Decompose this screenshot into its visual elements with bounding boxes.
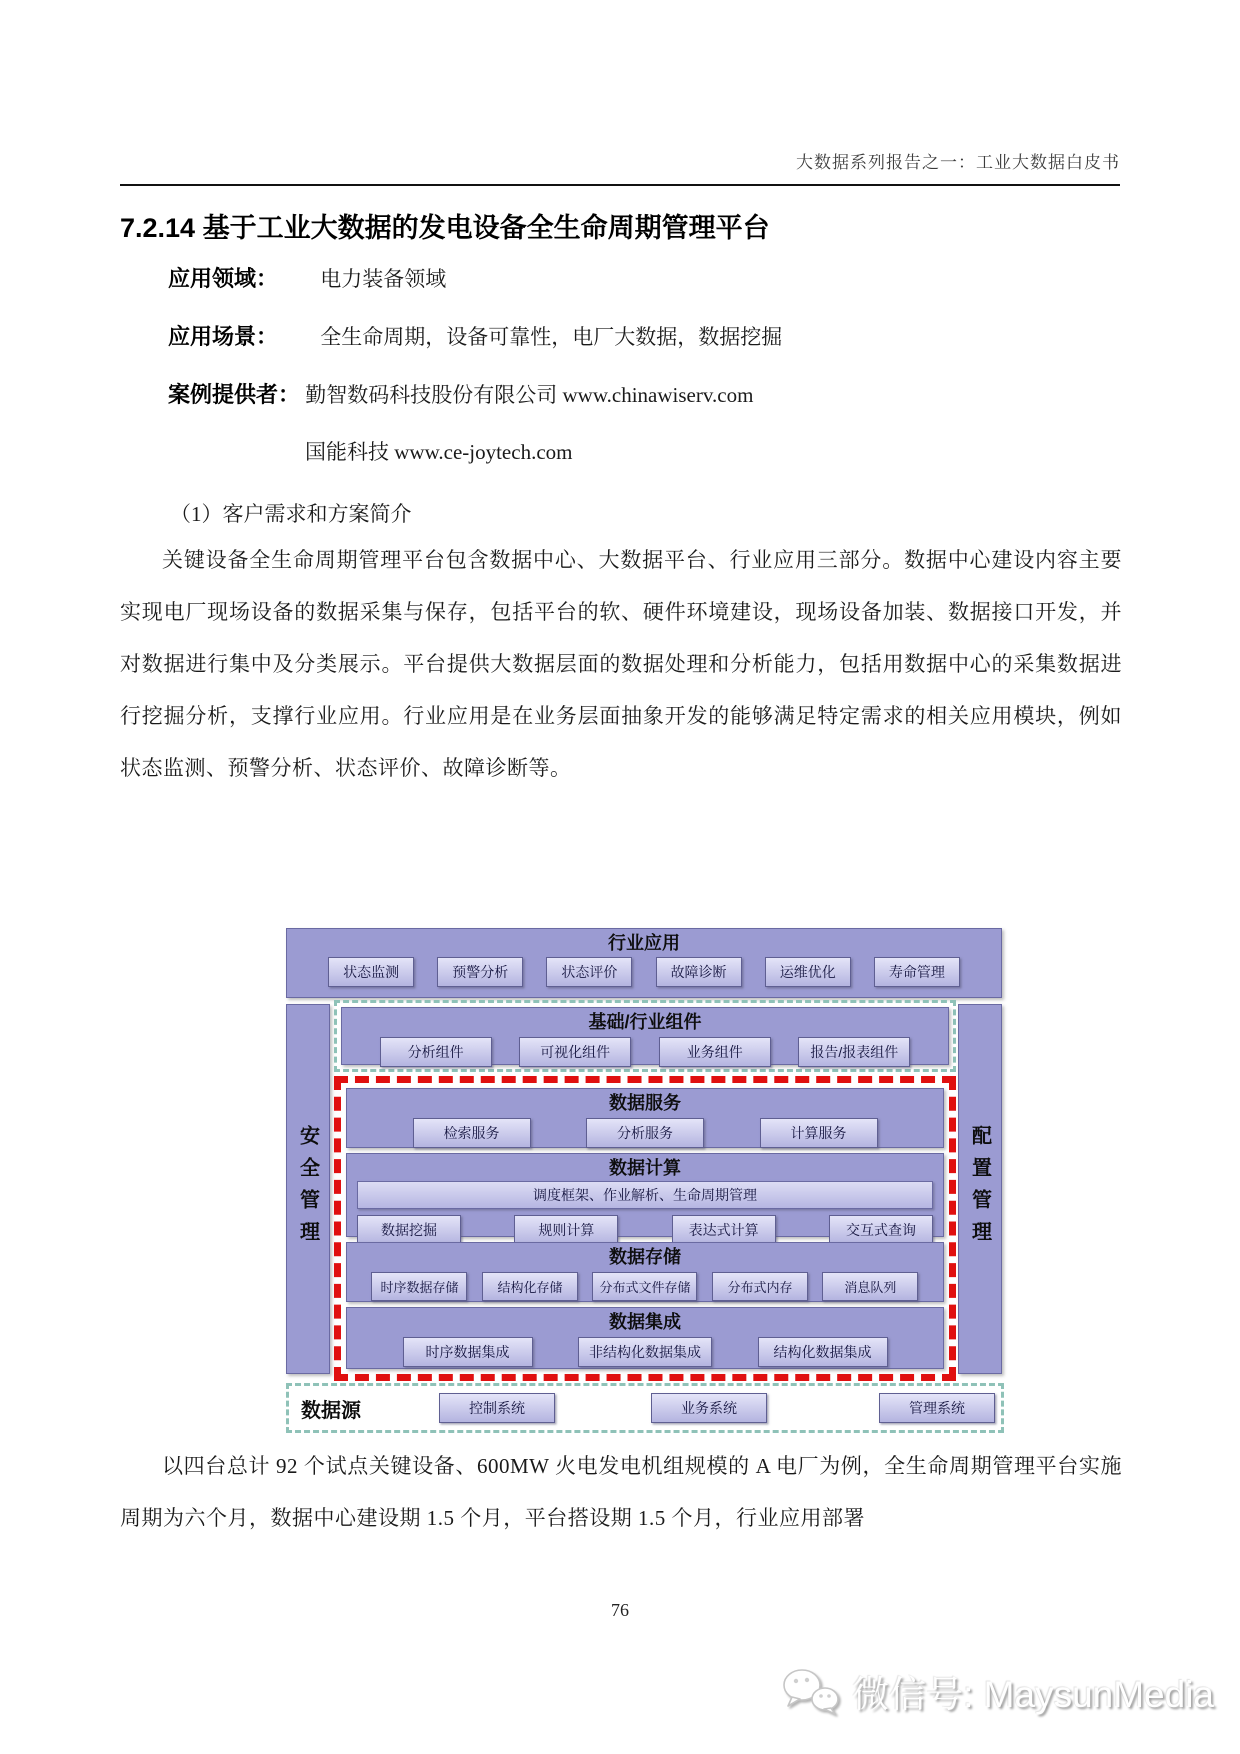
diagram-item-ops-optimization: 运维优化 <box>765 957 851 987</box>
security-management-strip <box>286 1004 330 1374</box>
data-storage-layer <box>346 1242 944 1302</box>
layer-title: 数据存储 <box>609 1247 681 1267</box>
data-integration-layer <box>346 1307 944 1369</box>
field-application-scenario <box>168 320 782 351</box>
diagram-item-expression-computing: 表达式计算 <box>672 1215 776 1245</box>
diagram-item-timeseries-storage: 时序数据存储 <box>371 1272 467 1301</box>
field-case-provider-2 <box>305 436 572 466</box>
industry-application-layer <box>286 928 1002 998</box>
diagram-item-report-component: 报告/报表组件 <box>798 1037 910 1067</box>
architecture-diagram <box>286 926 1004 1438</box>
diagram-item-warning-analysis: 预警分析 <box>437 957 523 987</box>
diagram-item-life-management: 寿命管理 <box>874 957 960 987</box>
diagram-item-compute-service: 计算服务 <box>760 1118 878 1148</box>
diagram-item-distributed-memory: 分布式内存 <box>712 1272 808 1301</box>
components-dashed-frame <box>334 1000 956 1072</box>
wechat-icon <box>780 1666 842 1716</box>
wechat-label: 微信号: MaysunMedia <box>852 1674 1214 1715</box>
diagram-item-visualization-component: 可视化组件 <box>519 1037 631 1067</box>
diagram-item-status-evaluation: 状态评价 <box>546 957 632 987</box>
diagram-item-status-monitoring: 状态监测 <box>328 957 414 987</box>
config-management-strip <box>958 1004 1002 1374</box>
body-paragraph-1: 关键设备全生命周期管理平台包含数据中心、大数据平台、行业应用三部分。数据中心建设内容主要实现电厂现场设备的数据采集与保存，包括平台的软、硬件环境建设，现场设备加装、数据接口开发，并对数据进行集中及分类展示。平台提供大数据层面的数据处理和分析能力，包括用数据中心的采集数据进行挖掘分析，支撑行业应用。行业应用是在业务层面抽象开发的能够满足特定需求的相关应用模块，例如状态监测、预警分析、状态评价、故障诊断等。 <box>120 548 1122 780</box>
diagram-item-data-mining: 数据挖掘 <box>357 1215 461 1245</box>
diagram-item-distributed-file-storage: 分布式文件存储 <box>592 1272 697 1301</box>
field-value: 勤智数码科技股份有限公司 www.chinawiserv.com <box>305 383 754 407</box>
diagram-item-analysis-component: 分析组件 <box>380 1037 492 1067</box>
diagram-item-structured-storage: 结构化存储 <box>482 1272 578 1301</box>
section-title: 7.2.14 基于工业大数据的发电设备全生命周期管理平台 <box>120 213 770 243</box>
body-paragraph-2: 以四台总计 92 个试点关键设备、600MW 火电发电机组规模的 A 电厂为例，全生命周期管理平台实施周期为六个月，数据中心建设期 1.5 个月，平台搭设期 1.5 个月，行业应用部署 <box>120 1454 1122 1530</box>
layer-title: 数据计算 <box>609 1158 681 1178</box>
industry-app-items <box>287 955 1001 987</box>
diagram-item-fault-diagnosis: 故障诊断 <box>656 957 742 987</box>
diagram-item-timeseries-integration: 时序数据集成 <box>403 1337 533 1367</box>
page-number: 76 <box>611 1600 629 1620</box>
field-label: 应用领域： <box>168 266 279 291</box>
layer-title: 数据服务 <box>609 1093 681 1113</box>
layer-title: 数据集成 <box>609 1312 681 1332</box>
wechat-footer <box>780 1664 1214 1718</box>
diagram-item-structured-integration: 结构化数据集成 <box>758 1337 888 1367</box>
diagram-item-interactive-query: 交互式查询 <box>829 1215 933 1245</box>
diagram-item-unstructured-integration: 非结构化数据集成 <box>578 1337 712 1367</box>
layer-title: 行业应用 <box>608 933 680 953</box>
components-layer <box>341 1007 949 1065</box>
diagram-item-management-system: 管理系统 <box>879 1393 995 1423</box>
subsection-heading: （1）客户需求和方案简介 <box>170 502 412 526</box>
data-source-layer <box>286 1383 1004 1433</box>
diagram-item-business-component: 业务组件 <box>659 1037 771 1067</box>
diagram-item-rule-computing: 规则计算 <box>514 1215 618 1245</box>
header-rule <box>120 184 1120 186</box>
field-value: 全生命周期，设备可靠性，电厂大数据，数据挖掘 <box>320 325 783 349</box>
diagram-item-search-service: 检索服务 <box>413 1118 531 1148</box>
diagram-item-business-system: 业务系统 <box>651 1393 767 1423</box>
diagram-middle-column <box>334 1000 956 1381</box>
strip-label: 配置管理 <box>968 1125 991 1253</box>
field-label: 案例提供者： <box>168 382 301 407</box>
diagram-item-control-system: 控制系统 <box>439 1393 555 1423</box>
field-application-domain <box>168 262 446 293</box>
diagram-item-analysis-service: 分析服务 <box>586 1118 704 1148</box>
field-label: 应用场景： <box>168 324 279 349</box>
data-compute-layer <box>346 1153 944 1237</box>
layer-title: 数据源 <box>301 1399 361 1422</box>
strip-label: 安全管理 <box>296 1125 319 1253</box>
field-value: 电力装备领域 <box>320 267 447 291</box>
data-service-layer <box>346 1088 944 1148</box>
field-case-provider <box>168 378 753 409</box>
layer-title: 基础/行业组件 <box>588 1012 702 1032</box>
diagram-item-scheduling-framework: 调度框架、作业解析、生命周期管理 <box>357 1181 933 1209</box>
diagram-item-message-queue: 消息队列 <box>822 1272 918 1301</box>
running-header: 大数据系列报告之一：工业大数据白皮书 <box>796 153 1120 172</box>
platform-dashed-frame <box>334 1076 956 1381</box>
field-value: 国能科技 www.ce-joytech.com <box>305 440 573 464</box>
